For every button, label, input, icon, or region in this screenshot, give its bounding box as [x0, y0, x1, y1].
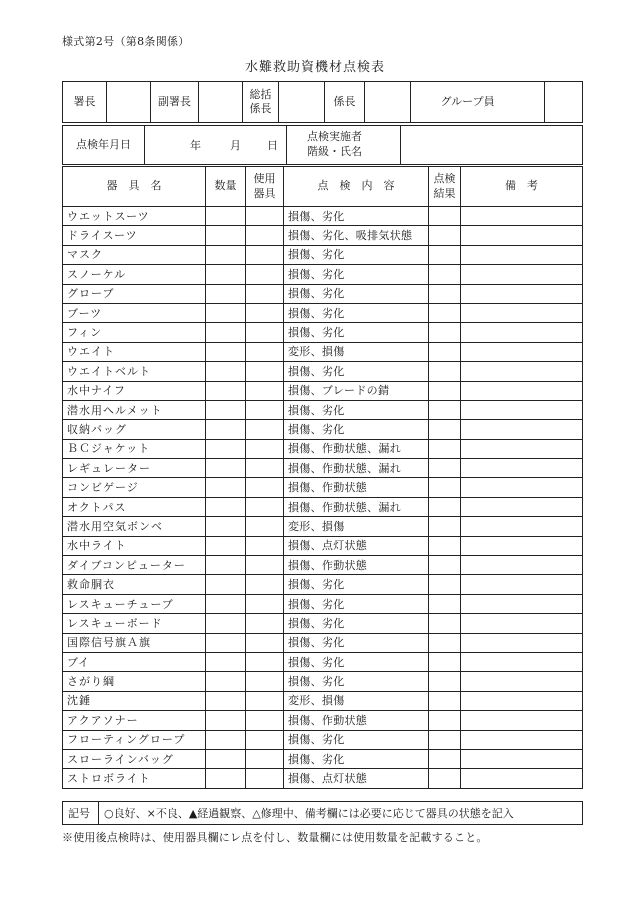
table-row [63, 633, 583, 652]
equipment-name: 水中ライト [63, 536, 206, 555]
quantity-cell[interactable] [206, 284, 246, 303]
inspection-points: 損傷、作動状態 [284, 711, 429, 730]
inspection-points: 損傷、作動状態 [284, 478, 429, 497]
remarks-cell[interactable] [461, 633, 583, 652]
used-check-cell[interactable] [246, 614, 284, 633]
remarks-cell[interactable] [461, 362, 583, 381]
approval-deputy-chief-label: 副署長 [151, 82, 199, 123]
quantity-cell[interactable] [206, 381, 246, 400]
used-check-cell[interactable] [246, 769, 284, 788]
table-row [63, 769, 583, 788]
quantity-cell[interactable] [206, 459, 246, 478]
quantity-cell[interactable] [206, 420, 246, 439]
table-row [63, 323, 583, 342]
table-row [63, 536, 583, 555]
approval-chief-label: 署長 [63, 82, 107, 123]
quantity-cell[interactable] [206, 226, 246, 245]
remarks-cell[interactable] [461, 730, 583, 749]
inspection-points: 損傷、劣化 [284, 575, 429, 594]
used-check-cell[interactable] [246, 691, 284, 710]
quantity-cell[interactable] [206, 691, 246, 710]
used-check-cell[interactable] [246, 672, 284, 691]
approval-section-chief-label: 係長 [325, 82, 365, 123]
table-row [63, 381, 583, 400]
used-check-cell[interactable] [246, 420, 284, 439]
used-check-cell[interactable] [246, 381, 284, 400]
result-cell[interactable] [429, 265, 461, 284]
quantity-cell[interactable] [206, 342, 246, 361]
result-cell[interactable] [429, 594, 461, 613]
header-quantity: 数量 [206, 167, 246, 207]
header-used: 使用 器具 [246, 167, 284, 207]
table-row [63, 517, 583, 536]
equipment-name: グローブ [63, 284, 206, 303]
used-check-cell[interactable] [246, 207, 284, 226]
quantity-cell[interactable] [206, 439, 246, 458]
remarks-cell[interactable] [461, 342, 583, 361]
equipment-name: ドライスーツ [63, 226, 206, 245]
quantity-cell[interactable] [206, 730, 246, 749]
remarks-cell[interactable] [461, 497, 583, 516]
table-row [63, 400, 583, 419]
quantity-cell[interactable] [206, 362, 246, 381]
inspection-year-unit: 年 [190, 139, 201, 152]
table-row [63, 207, 583, 226]
table-row [63, 303, 583, 322]
used-check-cell[interactable] [246, 517, 284, 536]
quantity-cell[interactable] [206, 614, 246, 633]
approval-section-chief-stamp[interactable] [365, 82, 411, 123]
used-check-cell[interactable] [246, 575, 284, 594]
equipment-name: スノーケル [63, 265, 206, 284]
inspection-date-label: 点検年月日 [63, 126, 145, 165]
equipment-name: ダイブコンピューター [63, 556, 206, 575]
inspection-points: 損傷、劣化 [284, 594, 429, 613]
remarks-cell[interactable] [461, 749, 583, 768]
table-row [63, 691, 583, 710]
quantity-cell[interactable] [206, 497, 246, 516]
inspection-points: 損傷、劣化 [284, 672, 429, 691]
inspection-points: 損傷、劣化 [284, 207, 429, 226]
result-cell[interactable] [429, 556, 461, 575]
inspection-points: 損傷、劣化 [284, 749, 429, 768]
used-check-cell[interactable] [246, 633, 284, 652]
equipment-name: スローラインバッグ [63, 749, 206, 768]
equipment-name: レスキューチューブ [63, 594, 206, 613]
remarks-cell[interactable] [461, 420, 583, 439]
table-row [63, 265, 583, 284]
result-cell[interactable] [429, 323, 461, 342]
approval-general-manager-label: 総括 係長 [243, 82, 279, 123]
table-row [63, 226, 583, 245]
quantity-cell[interactable] [206, 245, 246, 264]
approval-spacer [411, 82, 441, 123]
used-check-cell[interactable] [246, 749, 284, 768]
inspection-points: 損傷、作動状態 [284, 556, 429, 575]
used-check-cell[interactable] [246, 245, 284, 264]
equipment-name: レギュレーター [63, 459, 206, 478]
remarks-cell[interactable] [461, 284, 583, 303]
remarks-cell[interactable] [461, 459, 583, 478]
table-row [63, 497, 583, 516]
result-cell[interactable] [429, 362, 461, 381]
used-check-cell[interactable] [246, 342, 284, 361]
inspection-day-unit: 日 [267, 139, 278, 152]
table-row [63, 730, 583, 749]
approval-chief-stamp[interactable] [107, 82, 151, 123]
used-check-cell[interactable] [246, 362, 284, 381]
inspection-points: 損傷、劣化 [284, 245, 429, 264]
used-check-cell[interactable] [246, 556, 284, 575]
remarks-cell[interactable] [461, 245, 583, 264]
used-check-cell[interactable] [246, 730, 284, 749]
remarks-cell[interactable] [461, 652, 583, 671]
remarks-cell[interactable] [461, 575, 583, 594]
remarks-cell[interactable] [461, 517, 583, 536]
result-cell[interactable] [429, 633, 461, 652]
equipment-name: 収納バッグ [63, 420, 206, 439]
used-check-cell[interactable] [246, 594, 284, 613]
inspector-field[interactable] [401, 126, 583, 165]
remarks-cell[interactable] [461, 439, 583, 458]
used-check-cell[interactable] [246, 323, 284, 342]
inspection-points: 変形、損傷 [284, 342, 429, 361]
remarks-cell[interactable] [461, 207, 583, 226]
result-cell[interactable] [429, 381, 461, 400]
table-row [63, 439, 583, 458]
quantity-cell[interactable] [206, 672, 246, 691]
quantity-cell[interactable] [206, 400, 246, 419]
inspection-month-unit: 月 [230, 139, 241, 152]
equipment-name: 潜水用ヘルメット [63, 400, 206, 419]
equipment-name: 水中ナイフ [63, 381, 206, 400]
inspection-points: 損傷、劣化 [284, 420, 429, 439]
quantity-cell[interactable] [206, 652, 246, 671]
result-cell[interactable] [429, 769, 461, 788]
quantity-cell[interactable] [206, 265, 246, 284]
quantity-cell[interactable] [206, 323, 246, 342]
result-cell[interactable] [429, 420, 461, 439]
table-row [63, 284, 583, 303]
result-cell[interactable] [429, 497, 461, 516]
used-check-cell[interactable] [246, 226, 284, 245]
equipment-name: ウエットスーツ [63, 207, 206, 226]
quantity-cell[interactable] [206, 478, 246, 497]
used-check-cell[interactable] [246, 652, 284, 671]
inspection-date-field[interactable] [145, 126, 287, 165]
result-cell[interactable] [429, 207, 461, 226]
header-content: 点 検 内 容 [284, 167, 429, 207]
result-cell[interactable] [429, 672, 461, 691]
table-row [63, 342, 583, 361]
table-row [63, 245, 583, 264]
equipment-name: ブイ [63, 652, 206, 671]
used-check-cell[interactable] [246, 536, 284, 555]
quantity-cell[interactable] [206, 633, 246, 652]
table-row [63, 711, 583, 730]
used-check-cell[interactable] [246, 439, 284, 458]
quantity-cell[interactable] [206, 711, 246, 730]
equipment-name: さがり綱 [63, 672, 206, 691]
equipment-name: 沈錘 [63, 691, 206, 710]
table-row [63, 575, 583, 594]
result-cell[interactable] [429, 730, 461, 749]
remarks-cell[interactable] [461, 769, 583, 788]
result-cell[interactable] [429, 517, 461, 536]
remarks-cell[interactable] [461, 556, 583, 575]
legend-text: ○良好、×不良、▲経過観察、△修理中、備考欄には必要に応じて器具の状態を記入 [99, 802, 583, 825]
inspection-table [62, 166, 583, 789]
header-remarks: 備 考 [461, 167, 583, 207]
equipment-name: ＢＣジャケット [63, 439, 206, 458]
table-row [63, 478, 583, 497]
inspection-meta-table [62, 125, 583, 165]
equipment-name: コンビゲージ [63, 478, 206, 497]
quantity-cell[interactable] [206, 575, 246, 594]
remarks-cell[interactable] [461, 323, 583, 342]
result-cell[interactable] [429, 478, 461, 497]
approval-general-manager-stamp[interactable] [279, 82, 325, 123]
result-cell[interactable] [429, 303, 461, 322]
inspection-points: 損傷、点灯状態 [284, 536, 429, 555]
remarks-cell[interactable] [461, 691, 583, 710]
result-cell[interactable] [429, 711, 461, 730]
approval-group-member-stamp[interactable] [545, 82, 583, 123]
inspection-points: 損傷、劣化 [284, 265, 429, 284]
used-check-cell[interactable] [246, 711, 284, 730]
result-cell[interactable] [429, 342, 461, 361]
page-title: 水難救助資機材点検表 [244, 60, 385, 75]
used-check-cell[interactable] [246, 265, 284, 284]
legend-table [62, 801, 583, 825]
inspector-label: 点検実施者 階級・氏名 [287, 126, 401, 165]
quantity-cell[interactable] [206, 536, 246, 555]
approval-deputy-chief-stamp[interactable] [199, 82, 243, 123]
table-row [63, 652, 583, 671]
remarks-cell[interactable] [461, 226, 583, 245]
result-cell[interactable] [429, 536, 461, 555]
equipment-name: ウエイトベルト [63, 362, 206, 381]
quantity-cell[interactable] [206, 749, 246, 768]
header-result: 点検 結果 [429, 167, 461, 207]
used-check-cell[interactable] [246, 478, 284, 497]
inspection-points: 損傷、劣化 [284, 362, 429, 381]
inspection-points: 損傷、ブレードの錆 [284, 381, 429, 400]
result-cell[interactable] [429, 749, 461, 768]
remarks-cell[interactable] [461, 381, 583, 400]
equipment-name: アクアソナー [63, 711, 206, 730]
equipment-name: ブーツ [63, 303, 206, 322]
equipment-name: 救命胴衣 [63, 575, 206, 594]
result-cell[interactable] [429, 575, 461, 594]
remarks-cell[interactable] [461, 614, 583, 633]
remarks-cell[interactable] [461, 672, 583, 691]
remarks-cell[interactable] [461, 265, 583, 284]
result-cell[interactable] [429, 226, 461, 245]
quantity-cell[interactable] [206, 517, 246, 536]
equipment-name: 潜水用空気ボンベ [63, 517, 206, 536]
table-row [63, 594, 583, 613]
result-cell[interactable] [429, 284, 461, 303]
remarks-cell[interactable] [461, 536, 583, 555]
table-row [63, 672, 583, 691]
equipment-name: フローティングロープ [63, 730, 206, 749]
approval-group-member-label: グループ員 [441, 82, 545, 123]
inspection-points: 変形、損傷 [284, 517, 429, 536]
quantity-cell[interactable] [206, 303, 246, 322]
inspection-points: 損傷、劣化 [284, 652, 429, 671]
result-cell[interactable] [429, 439, 461, 458]
inspection-points: 損傷、作動状態、漏れ [284, 497, 429, 516]
inspection-points: 損傷、作動状態、漏れ [284, 439, 429, 458]
table-row [63, 749, 583, 768]
inspection-points: 変形、損傷 [284, 691, 429, 710]
result-cell[interactable] [429, 614, 461, 633]
inspection-points: 損傷、劣化 [284, 284, 429, 303]
equipment-name: 国際信号旗Ａ旗 [63, 633, 206, 652]
quantity-cell[interactable] [206, 769, 246, 788]
inspection-points: 損傷、点灯状態 [284, 769, 429, 788]
remarks-cell[interactable] [461, 303, 583, 322]
equipment-name: オクトパス [63, 497, 206, 516]
quantity-cell[interactable] [206, 207, 246, 226]
equipment-name: フィン [63, 323, 206, 342]
table-row [63, 614, 583, 633]
remarks-cell[interactable] [461, 400, 583, 419]
table-row [63, 420, 583, 439]
quantity-cell[interactable] [206, 594, 246, 613]
result-cell[interactable] [429, 245, 461, 264]
quantity-cell[interactable] [206, 556, 246, 575]
form-number: 様式第2号（第8条関係） [62, 35, 190, 48]
result-cell[interactable] [429, 652, 461, 671]
used-check-cell[interactable] [246, 400, 284, 419]
header-equipment: 器 具 名 [63, 167, 206, 207]
used-check-cell[interactable] [246, 459, 284, 478]
inspection-points: 損傷、作動状態、漏れ [284, 459, 429, 478]
remarks-cell[interactable] [461, 711, 583, 730]
remarks-cell[interactable] [461, 478, 583, 497]
equipment-name: ストロボライト [63, 769, 206, 788]
inspection-points: 損傷、劣化 [284, 323, 429, 342]
table-row [63, 362, 583, 381]
approval-table [62, 81, 583, 123]
inspection-points: 損傷、劣化 [284, 633, 429, 652]
result-cell[interactable] [429, 400, 461, 419]
used-check-cell[interactable] [246, 303, 284, 322]
table-row [63, 459, 583, 478]
legend-label: 記号 [63, 802, 99, 825]
equipment-name: レスキューボード [63, 614, 206, 633]
footnote: ※使用後点検時は、使用器具欄にレ点を付し、数量欄には使用数量を記載すること。 [62, 831, 488, 844]
remarks-cell[interactable] [461, 594, 583, 613]
used-check-cell[interactable] [246, 497, 284, 516]
result-cell[interactable] [429, 691, 461, 710]
equipment-name: マスク [63, 245, 206, 264]
equipment-name: ウエイト [63, 342, 206, 361]
result-cell[interactable] [429, 459, 461, 478]
inspection-points: 損傷、劣化 [284, 303, 429, 322]
table-row [63, 556, 583, 575]
inspection-points: 損傷、劣化 [284, 400, 429, 419]
table-header-row [63, 167, 583, 207]
inspection-points: 損傷、劣化 [284, 730, 429, 749]
used-check-cell[interactable] [246, 284, 284, 303]
inspection-points: 損傷、劣化 [284, 614, 429, 633]
inspection-points: 損傷、劣化、吸排気状態 [284, 226, 429, 245]
